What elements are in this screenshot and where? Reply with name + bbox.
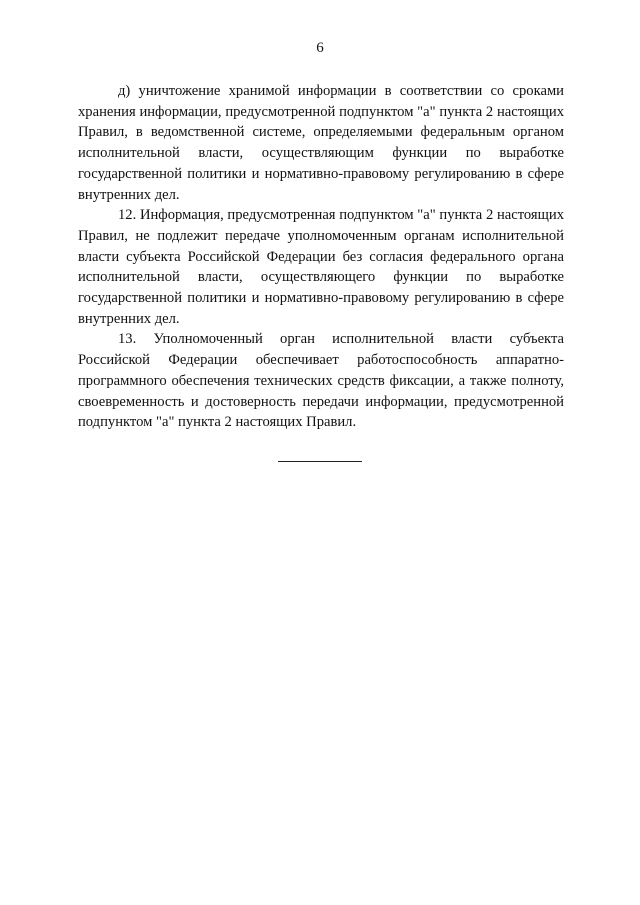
paragraph-12-transfer: 12. Информация, предусмотренная подпунктом "а" пункта 2 настоящих Правил, не подлежит передаче уполномоченным органам исполнительной власти субъекта Российской Федерации без согласия федерального органа исполнительной власти, осуществляющего функции по выработке государственной политики и нормативно-правовому регулированию в сфере внутренних дел. [78, 207, 564, 327]
end-of-document-line [278, 461, 362, 462]
paragraph-d-destruction: д) уничтожение хранимой информации в соответствии со сроками хранения информации, предусмотренной подпунктом "а" пункта 2 настоящих Правил, в ведомственной системе, определяемыми федеральным органом исполнительной власти, осуществляющим функции по выработке государственной политики и нормативно-правовому регулированию в сфере внутренних дел. [78, 83, 564, 203]
document-body [78, 81, 564, 433]
page-number: 6 [316, 40, 324, 56]
paragraph-13-operability: 13. Уполномоченный орган исполнительной власти субъекта Российской Федерации обеспечивает работоспособность аппаратно-программного обеспечения технических средств фиксации, а также полноту, своевременность и достоверность передачи информации, предусмотренной подпунктом "а" пункта 2 настоящих Правил. [78, 331, 564, 431]
